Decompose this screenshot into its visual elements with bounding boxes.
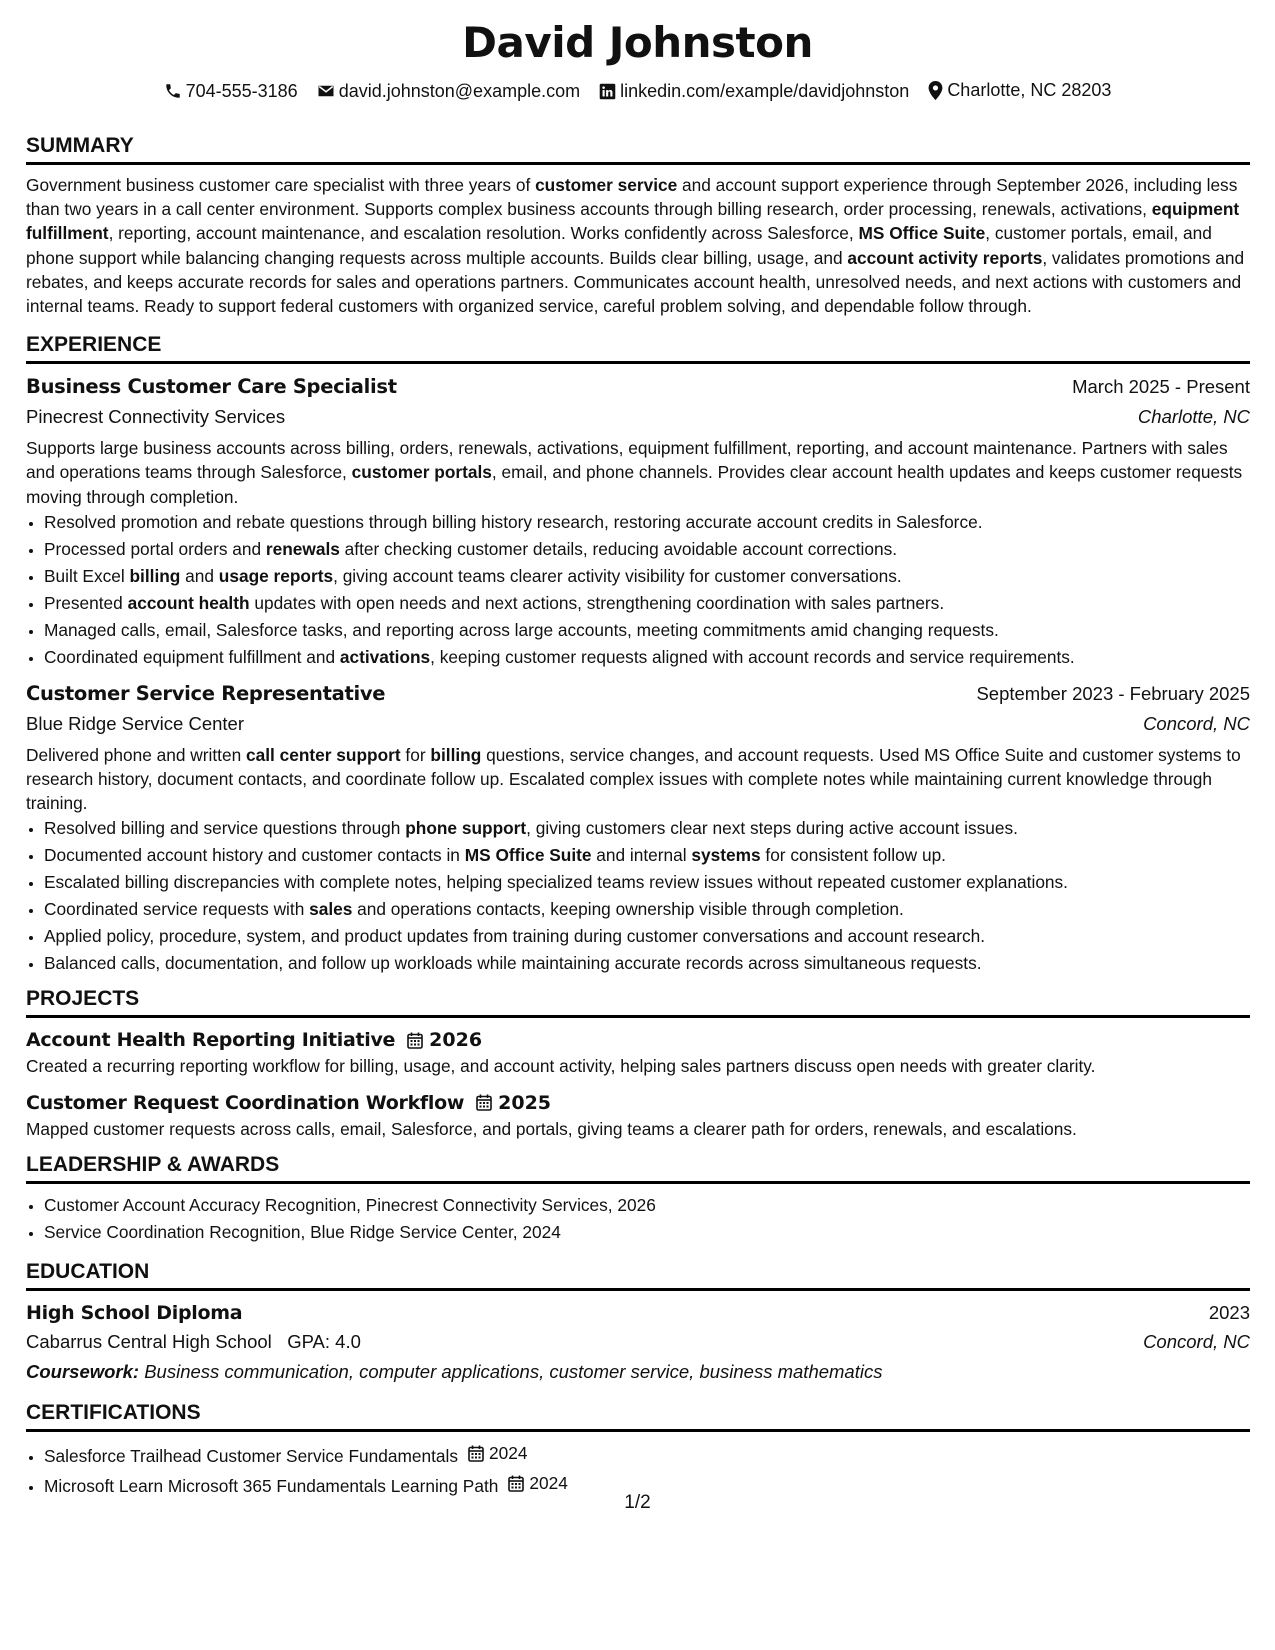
- job-bullet: • Resolved billing and service questions through phone support, giving customers clear next steps during active account issues.: [44, 815, 1250, 842]
- job-title: Customer Service Representative: [26, 681, 386, 705]
- graduation-year: 2023: [1208, 1301, 1250, 1323]
- summary-section: [26, 134, 1250, 318]
- calendar-icon: [508, 1475, 524, 1492]
- job-bullet: • Managed calls, email, Salesforce tasks, and reporting across large accounts, meeting commitments amid changing requests.: [44, 617, 1250, 644]
- project-list: [26, 1026, 1250, 1140]
- award-item: • Service Coordination Recognition, Blue Ridge Service Center, 2024: [44, 1219, 1250, 1246]
- location-pin-icon: [928, 81, 943, 100]
- job-company: Blue Ridge Service Center: [26, 712, 244, 734]
- certification-year: [468, 1440, 527, 1467]
- leadership-list: [26, 1192, 1250, 1246]
- section-heading: PROJECTS: [26, 987, 1250, 1018]
- linkedin-icon: [599, 83, 616, 100]
- calendar-icon: [468, 1445, 484, 1462]
- school-line: [26, 1327, 361, 1357]
- job-title-row: [26, 679, 1250, 709]
- job-bullet: • Applied policy, procedure, system, and product updates from training during customer conversations and account research.: [44, 923, 1250, 950]
- coursework-label: Coursework:: [26, 1360, 140, 1382]
- school-name: Cabarrus Central High School: [26, 1330, 272, 1352]
- job-entry: [26, 372, 1250, 671]
- project-title: Account Health Reporting Initiative: [26, 1029, 396, 1052]
- job-location: Charlotte, NC: [1137, 406, 1250, 428]
- job-list: [26, 372, 1250, 977]
- job-bullet: • Balanced calls, documentation, and follow up workloads while maintaining accurate records across simultaneous requests.: [44, 950, 1250, 977]
- job-bullet: • Coordinated equipment fulfillment and activations, keeping customer requests aligned with account records and service requirements.: [44, 644, 1250, 671]
- award-item: • Customer Account Accuracy Recognition, Pinecrest Connectivity Services, 2026: [44, 1192, 1250, 1219]
- job-bullets: [26, 815, 1250, 977]
- experience-section: [26, 333, 1250, 977]
- job-dates: September 2023 - February 2025: [976, 682, 1250, 704]
- project-entry: [26, 1089, 1250, 1141]
- projects-section: [26, 987, 1250, 1140]
- education-section: [26, 1260, 1250, 1387]
- calendar-icon: [476, 1094, 492, 1111]
- linkedin-text: linkedin.com/example/davidjohnston: [620, 81, 910, 101]
- candidate-name: David Johnston: [462, 18, 813, 67]
- certification-item: [44, 1440, 1250, 1470]
- summary-text: Government business customer care specialist with three years of customer service and account support experience through September 2026, including less than two years in a call center environment. Supports complex business accounts through billing research, order processing, renewals, activations, equipment fulfillment, reporting, account maintenance, and escalation resolution. Works confidently across Salesforce, MS Office Suite, customer portals, email, and phone support while balancing changing requests across multiple accounts. Builds clear billing, usage, and account activity reports, validates promotions and rebates, and keeps accurate records for sales and operations partners. Communicates account health, unresolved needs, and next actions with customers and internal teams. Ready to support federal customers with organized service, careful problem solving, and dependable follow through.: [26, 175, 1245, 317]
- coursework-line: [26, 1357, 1250, 1387]
- job-location: Concord, NC: [1143, 712, 1250, 734]
- resume-content: [26, 134, 1250, 1500]
- contact-phone: [164, 81, 298, 102]
- certification-list: [26, 1440, 1250, 1500]
- job-title-row: [26, 372, 1250, 402]
- section-heading: CERTIFICATIONS: [26, 1401, 1250, 1432]
- job-company: Pinecrest Connectivity Services: [26, 406, 286, 428]
- certifications-section: [26, 1401, 1250, 1500]
- page-number: 1/2: [624, 1492, 651, 1513]
- email-icon: [317, 82, 335, 100]
- job-bullet: • Resolved promotion and rebate questions through billing history research, restoring accurate account credits in Salesforce.: [44, 509, 1250, 536]
- email-text: david.johnston@example.com: [338, 80, 581, 101]
- job-bullet: • Processed portal orders and renewals after checking customer details, reducing avoidable account corrections.: [44, 536, 1250, 563]
- location-text: Charlotte, NC 28203: [947, 80, 1112, 100]
- project-year-text: 2025: [498, 1091, 552, 1114]
- certification-name: Microsoft Learn Microsoft 365 Fundamentals Learning Path: [44, 1475, 499, 1496]
- job-company-row: [26, 402, 1250, 432]
- coursework-text: Business communication, computer applications, customer service, business mathematics: [144, 1360, 883, 1382]
- leadership-section: [26, 1153, 1250, 1246]
- project-title-row: [26, 1089, 1250, 1117]
- job-bullets: [26, 509, 1250, 671]
- contact-linkedin[interactable]: [599, 81, 909, 102]
- certification-year-text: 2024: [529, 1472, 568, 1493]
- job-dates: March 2025 - Present: [1072, 376, 1250, 398]
- education-school-row: [26, 1327, 1250, 1357]
- contact-location: [928, 80, 1111, 101]
- project-title: Customer Request Coordination Workflow: [26, 1091, 465, 1114]
- project-year: [407, 1026, 482, 1054]
- education-title-row: [26, 1299, 1250, 1327]
- job-company-row: [26, 709, 1250, 739]
- project-entry: [26, 1026, 1250, 1078]
- section-heading: LEADERSHIP & AWARDS: [26, 1153, 1250, 1184]
- certification-name: Salesforce Trailhead Customer Service Fundamentals: [44, 1445, 458, 1466]
- contact-bar: [0, 80, 1275, 105]
- job-entry: [26, 679, 1250, 978]
- section-heading: EDUCATION: [26, 1260, 1250, 1291]
- project-description: Created a recurring reporting workflow for billing, usage, and account activity, helping sales partners discuss open needs with greater clarity.: [26, 1056, 1096, 1077]
- project-year-text: 2026: [429, 1029, 483, 1052]
- job-description: Supports large business accounts across billing, orders, renewals, activations, equipment fulfillment, reporting, and account maintenance. Partners with sales and operations teams through Salesforce, customer portals, email, and phone channels. Provides clear account health updates and keeps customer requests moving through completion.: [26, 438, 1243, 507]
- section-heading: EXPERIENCE: [26, 333, 1250, 364]
- section-heading: SUMMARY: [26, 134, 1250, 165]
- calendar-icon: [407, 1032, 423, 1049]
- job-bullet: • Coordinated service requests with sales and operations contacts, keeping ownership visible through completion.: [44, 896, 1250, 923]
- job-title: Business Customer Care Specialist: [26, 375, 397, 399]
- certification-year-text: 2024: [488, 1442, 528, 1463]
- project-description: Mapped customer requests across calls, email, Salesforce, and portals, giving teams a clearer path for orders, renewals, and escalations.: [26, 1118, 1077, 1139]
- job-bullet: • Presented account health updates with open needs and next actions, strengthening coordination with sales partners.: [44, 590, 1250, 617]
- phone-icon: [164, 82, 182, 100]
- project-title-row: [26, 1026, 1250, 1054]
- phone-text: 704-555-3186: [185, 80, 298, 101]
- project-year: [476, 1089, 551, 1117]
- job-bullet: • Documented account history and customer contacts in MS Office Suite and internal systems for consistent follow up.: [44, 842, 1250, 869]
- gpa: GPA: 4.0: [287, 1330, 361, 1352]
- school-location: Concord, NC: [1143, 1330, 1250, 1352]
- degree: High School Diploma: [26, 1301, 243, 1324]
- job-bullet: • Escalated billing discrepancies with complete notes, helping specialized teams review issues without repeated customer explanations.: [44, 869, 1250, 896]
- job-bullet: • Built Excel billing and usage reports, giving account teams clearer activity visibility for customer conversations.: [44, 563, 1250, 590]
- job-description: Delivered phone and written call center support for billing questions, service changes, and account requests. Used MS Office Suite and customer systems to research history, document contacts, and coordinate follow up. Escalated complex issues with complete notes while maintaining current knowledge through training.: [26, 744, 1241, 814]
- contact-email[interactable]: [317, 81, 580, 102]
